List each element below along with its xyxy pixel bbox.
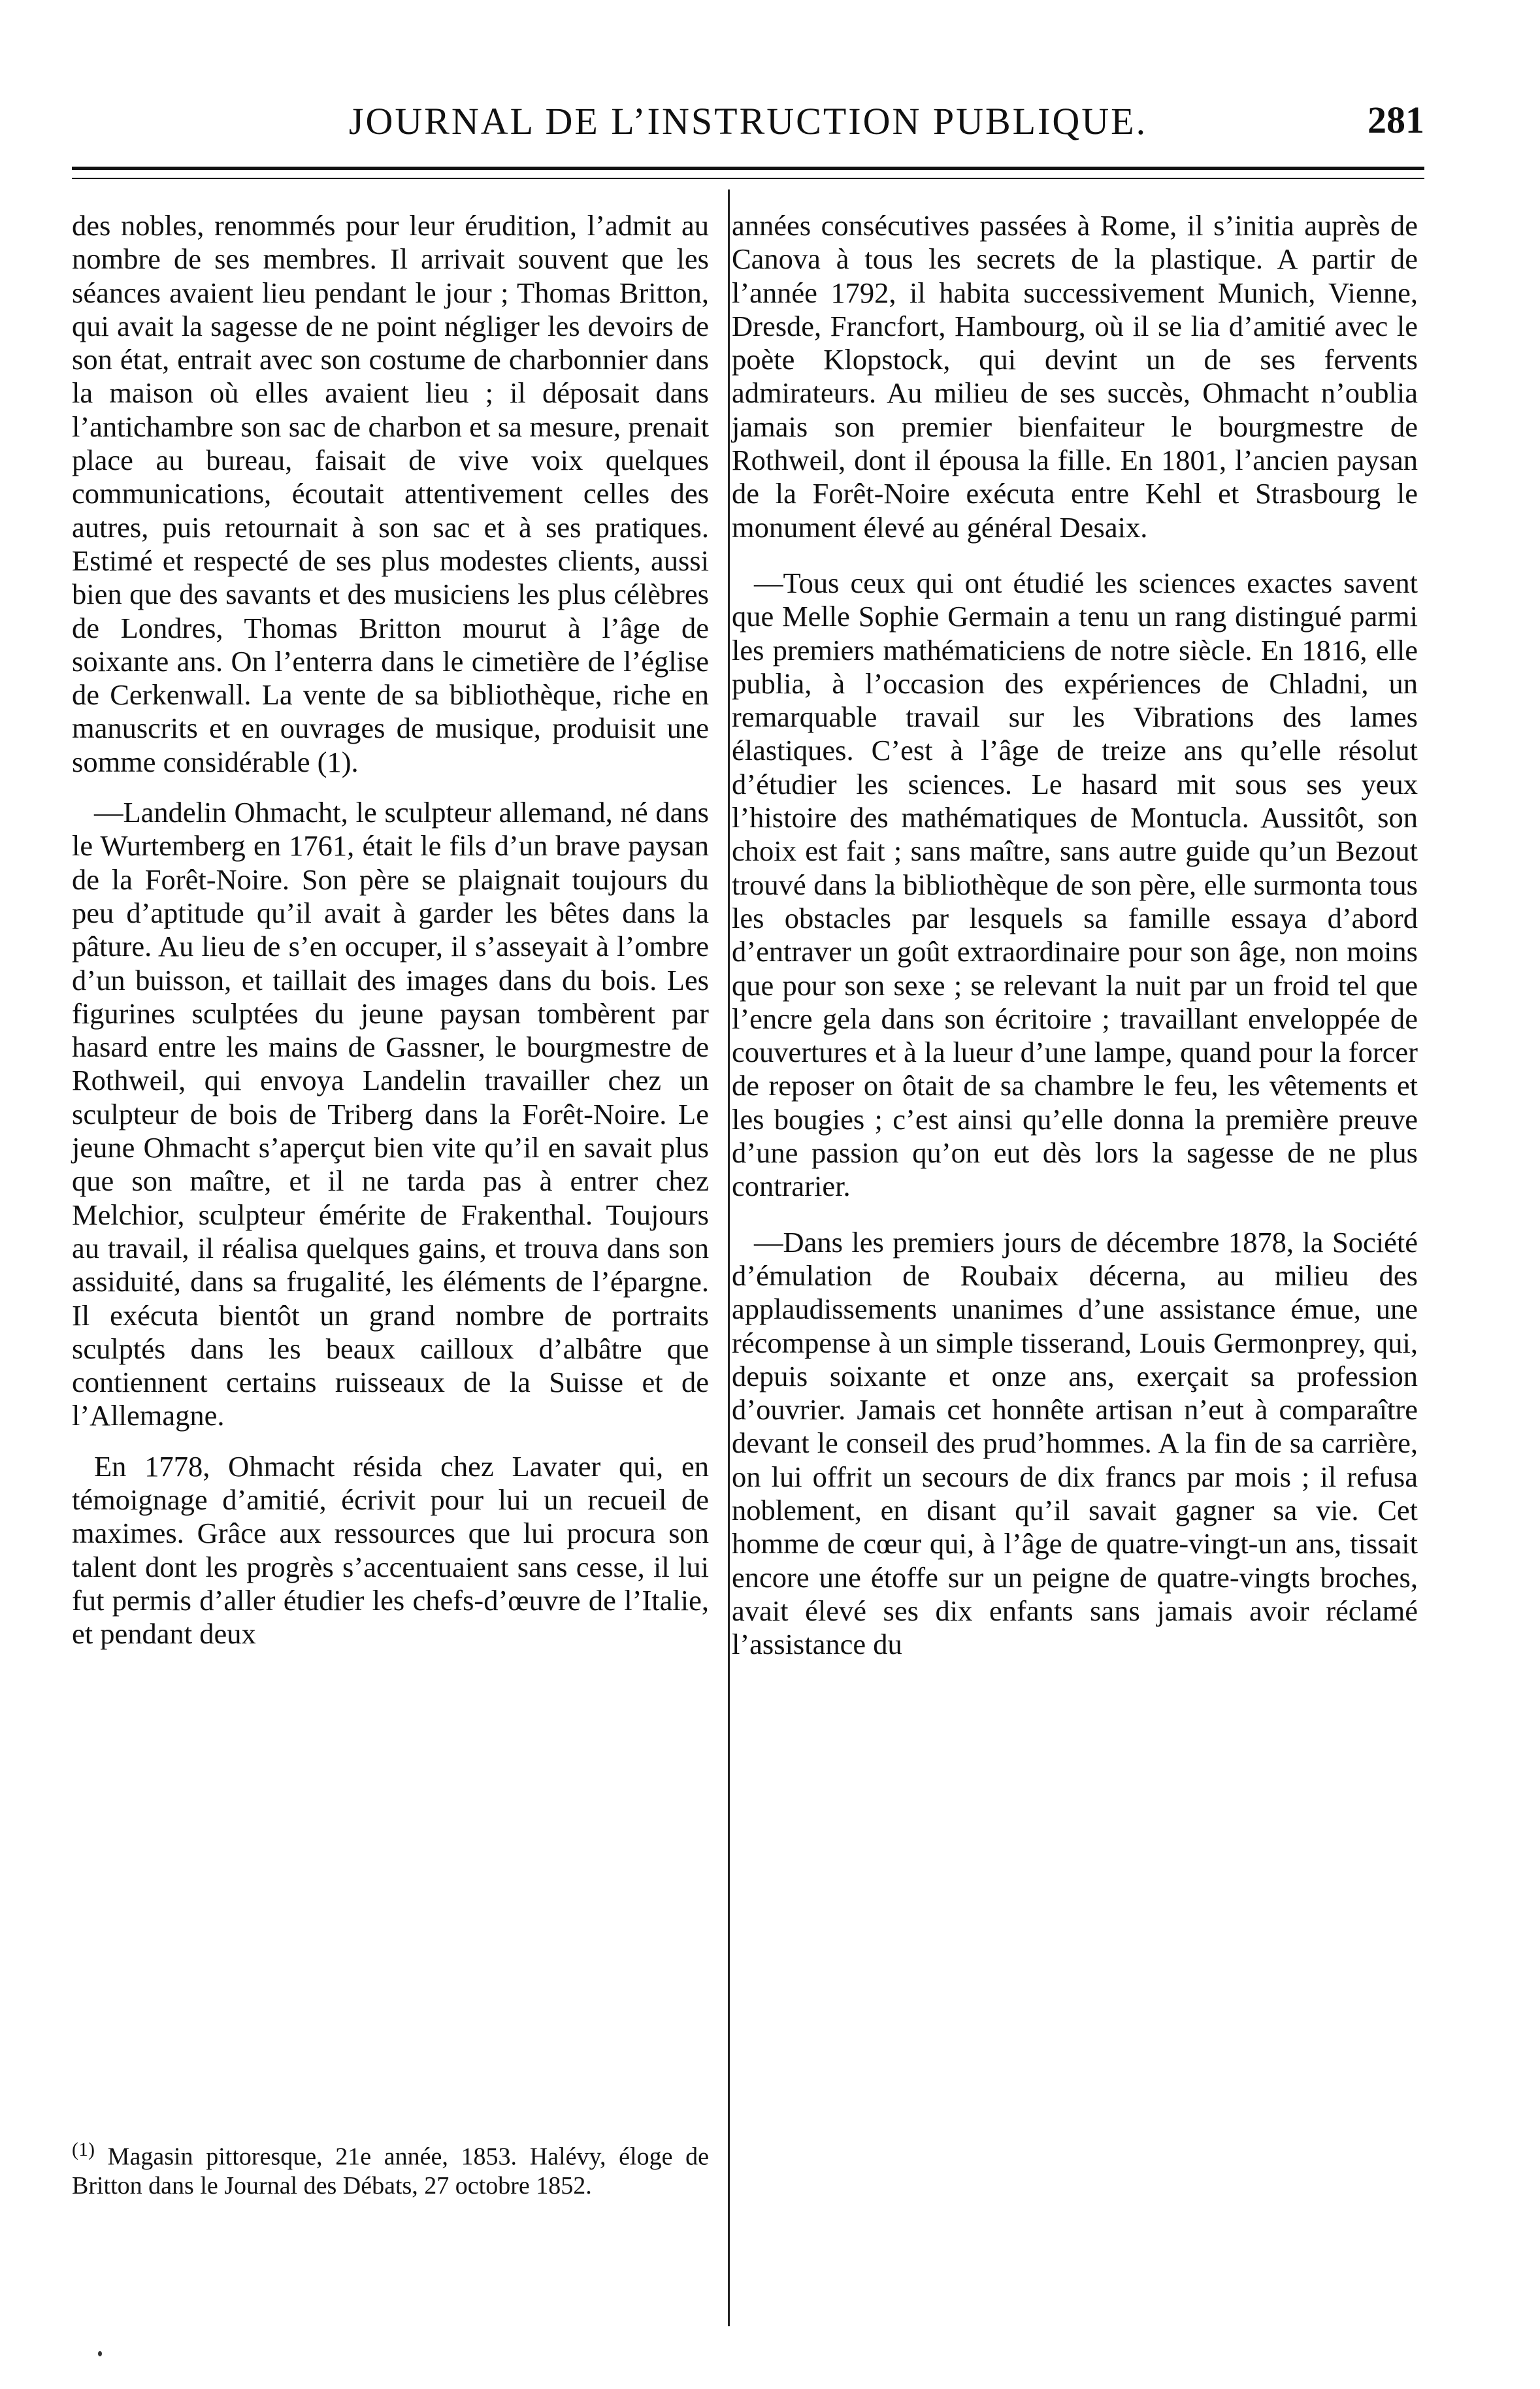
right-paragraph-sophie-germain: —Tous ceux qui ont étudié les sciences exactes savent que Melle Sophie Germain a tenu un rang distingué parmi les premiers mathématiciens de notre siècle. En 1816, elle publia, à l’occasion des expériences de Chladni, un remarquable travail sur les Vibrations des lames élastiques. C’est à l’âge de treize ans qu’elle résolut d’étudier les sciences. Le hasard mit sous ses yeux l’histoire des mathématiques de Montucla. Aussitôt, son choix est fait ; sans maître, sans autre guide qu’un Bezout trouvé dans la bibliothèque de son père, elle surmonta tous les obstacles par lesquels sa famille essaya d’abord d’entraver un goût extraordinaire pour son âge, non moins que pour son sexe ; se relevant la nuit par un froid tel que l’encre gela dans son écritoire ; travaillant enveloppée de couvertures et à la lueur d’une lampe, quand pour la forcer de reposer on ôtait de sa chambre le feu, les vêtements et les bougies ; c’est ainsi qu’elle donna la première preuve d’une passion qu’on eut dès lors la sagesse de ne plus contrarier. [732,566,1418,1203]
footnote-mark: (1) [72,2139,95,2160]
footnote-reference: (1). [317,745,359,778]
left-paragraph-ohmacht: —Landelin Ohmacht, le sculpteur allemand, né dans le Wurtemberg en 1761, était le fils d’un brave paysan de la Forêt-Noire. Son père se plaignait toujours du peu d’aptitude qu’il avait à garder les bêtes dans la pâture. Au lieu de s’en occuper, il s’asseyait à l’ombre d’un buisson, et taillait des images dans du bois. Les figurines sculptées du jeune paysan tombèrent par hasard entre les mains de Gassner, le bourgmestre de Rothweil, qui envoya Landelin travailler chez un sculpteur de bois de Triberg dans la Forêt-Noire. Le jeune Ohmacht s’aperçut bien vite qu’il en savait plus que son maître, et il ne tarda pas à entrer chez Melchior, sculpteur émérite de Frakenthal. Toujours au travail, il réalisa quelques gains, et trouva dans son assiduité, dans sa frugalité, les éléments de l’épargne. Il exécuta bientôt un grand nombre de portraits sculptés dans les beaux cailloux d’albâtre que contiennent certains ruisseaux de la Suisse et de l’Allemagne. [72,796,709,1432]
print-speck [98,2351,102,2356]
right-paragraph-ohmacht-end: années consécutives passées à Rome, il s’initia auprès de Canova à tous les secrets de la plastique. A partir de l’année 1792, il habita successivement Munich, Vienne, Dresde, Francfort, Hambourg, où il se lia d’amitié avec le poète Klopstock, qui devint un de ses fervents admirateurs. Au milieu de ses succès, Ohmacht n’oublia jamais son premier bienfaiteur le bourgmestre de Rothweil, dont il épousa la fille. En 1801, l’ancien paysan de la Forêt-Noire exécuta entre Kehl et Strasbourg le monument élevé au général Desaix. [732,209,1418,544]
left-paragraph-britton [72,209,709,779]
right-paragraph-germonprey: —Dans les premiers jours de décembre 1878, la Société d’émulation de Roubaix décerna, au milieu des applaudissements unanimes d’une assistance émue, une récompense à un simple tisserand, Louis Germonprey, qui, depuis soixante et onze ans, exerçait sa profession d’ouvrier. Jamais cet honnête artisan n’eut à comparaître devant le conseil des prud’hommes. A la fin de sa carrière, on lui offrit un secours de dix francs par mois ; il refusa noblement, en disant qu’il savait gagner sa vie. Cet homme de cœur qui, à l’âge de quatre-vingt-un ans, tissait encore une étoffe sur un peigne de quatre-vingts broches, avait élevé ses dix enfants sans jamais avoir réclamé l’assistance du [732,1225,1418,1661]
left-column [72,209,709,1651]
page-header [72,90,1424,162]
right-column [732,209,1418,1661]
footnote [72,2135,709,2200]
header-rule-thin [72,178,1424,179]
left-paragraph-ohmacht-continued: En 1778, Ohmacht résida chez Lavater qui, en témoignage d’amitié, écrivit pour lui un recueil de maximes. Grâce aux ressources que lui procura son talent dont les progrès s’accentuaient sans cesse, il lui fut permis d’aller étudier les chefs-d’œuvre de l’Italie, et pendant deux [72,1449,709,1651]
britton-text: des nobles, renommés pour leur érudition, l’admit au nombre de ses membres. Il arrivait souvent que les séances avaient lieu pendant le jour ; Thomas Britton, qui avait la sagesse de ne point négliger les devoirs de son état, entrait avec son costume de charbonnier dans la maison où elles avaient lieu ; il déposait dans l’antichambre son sac de charbon et sa mesure, prenait place au bureau, faisait de vive voix quelques communications, écoutait attentivement celles des autres, puis retournait à son sac et à ses pratiques. Estimé et respecté de ses plus modestes clients, aussi bien que des savants et des musiciens les plus célèbres de Londres, Thomas Britton mourut à l’âge de soixante ans. On l’enterra dans le cimetière de l’église de Cerkenwall. La vente de sa bibliothèque, riche en manuscrits et en ouvrages de musique, produisit une somme considérable [72,209,709,778]
column-divider [728,189,730,2326]
running-title: JOURNAL DE L’INSTRUCTION PUBLIQUE. [348,100,1148,142]
footnote-text: Magasin pittoresque, 21e année, 1853. Halévy, éloge de Britton dans le Journal des Débats, 27 octobre 1852. [72,2143,710,2200]
header-rule-thick [72,167,1424,170]
page-number: 281 [1368,99,1424,141]
